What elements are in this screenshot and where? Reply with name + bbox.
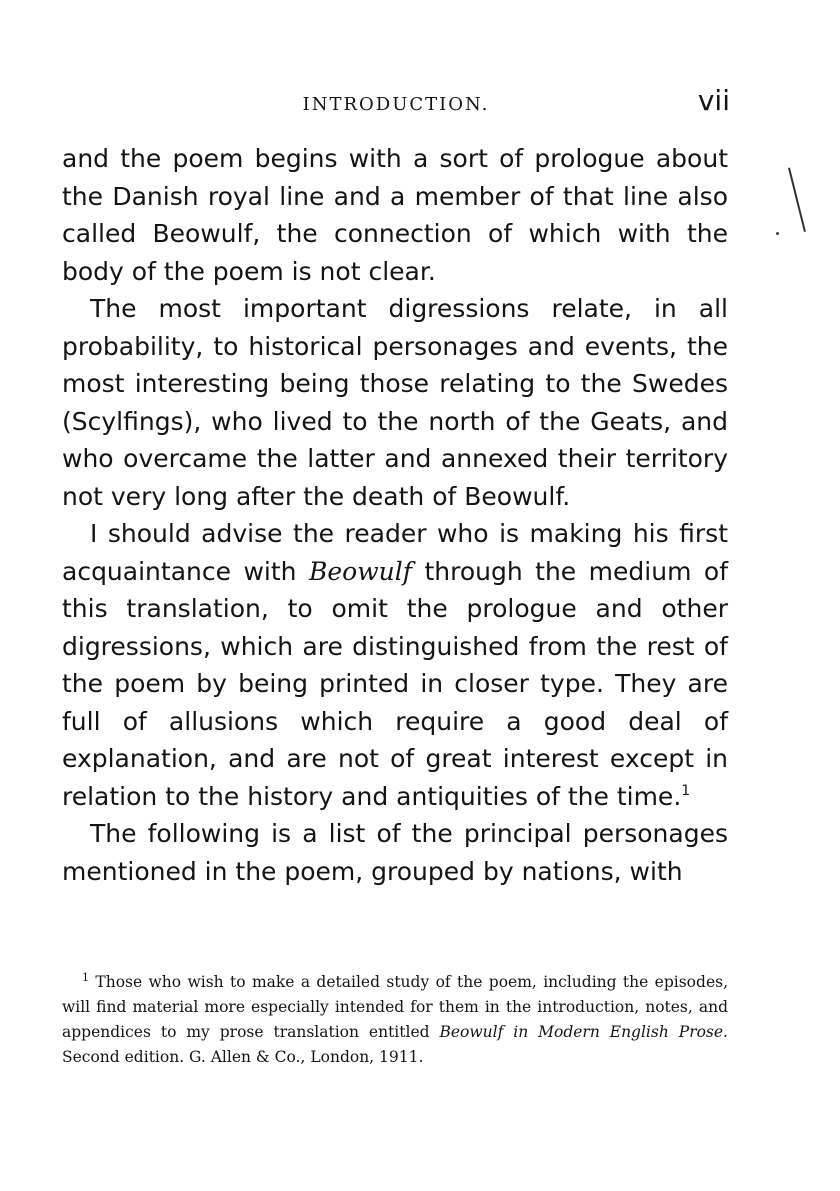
running-title: INTRODUCTION. [302, 94, 490, 115]
paragraph-digressions: The most important digressions relate, in all probability, to historical personages and events, the most interesting being those relating to the Swedes (Scylfings), who lived to the north of the Geats, and who overcame the latter and annexed their territory not very long after the death of Beowulf. [62, 294, 728, 511]
main-text [62, 140, 728, 890]
footnote-book-title: Beowulf in Modern English Prose. [439, 1023, 728, 1041]
footnote [62, 970, 728, 1070]
margin-scan-mark [788, 168, 806, 233]
paragraph-advice [62, 515, 728, 815]
footnote-paragraph [62, 970, 728, 1070]
advice-text-start: I should advise the reader who is making his first acquaintance with [62, 519, 728, 586]
paragraph-continued: and the poem begins with a sort of prologue about the Danish royal line and a member of that line also called Beowulf, the connection of which with the body of the poem is not clear. [62, 144, 728, 286]
beowulf-title: Beowulf [309, 556, 412, 586]
footnote-text-start: Those who wish to make a detailed study of the poem, including the episodes, will find material more especially intended for them in the introduction, notes, and appendices to my prose translation entitled [62, 973, 728, 1041]
footnote-marker: 1 [82, 971, 89, 984]
margin-scan-dot [776, 232, 779, 235]
paragraph-personages: The following is a list of the principal personages mentioned in the poem, grouped by nations, with [62, 819, 728, 886]
page-number: vii [697, 84, 730, 117]
page-header [62, 84, 730, 124]
footnote-text-end: Second edition. G. Allen & Co., London, 1911. [62, 1048, 424, 1066]
footnote-reference: 1 [681, 782, 691, 799]
advice-text-end: through the medium of this translation, to omit the prologue and other digressions, which are distinguished from the rest of the poem by being printed in closer type. They are full of allusions which require a good deal of explanation, and are not of great interest except in relation to the history and antiquities of the time. [62, 556, 729, 811]
